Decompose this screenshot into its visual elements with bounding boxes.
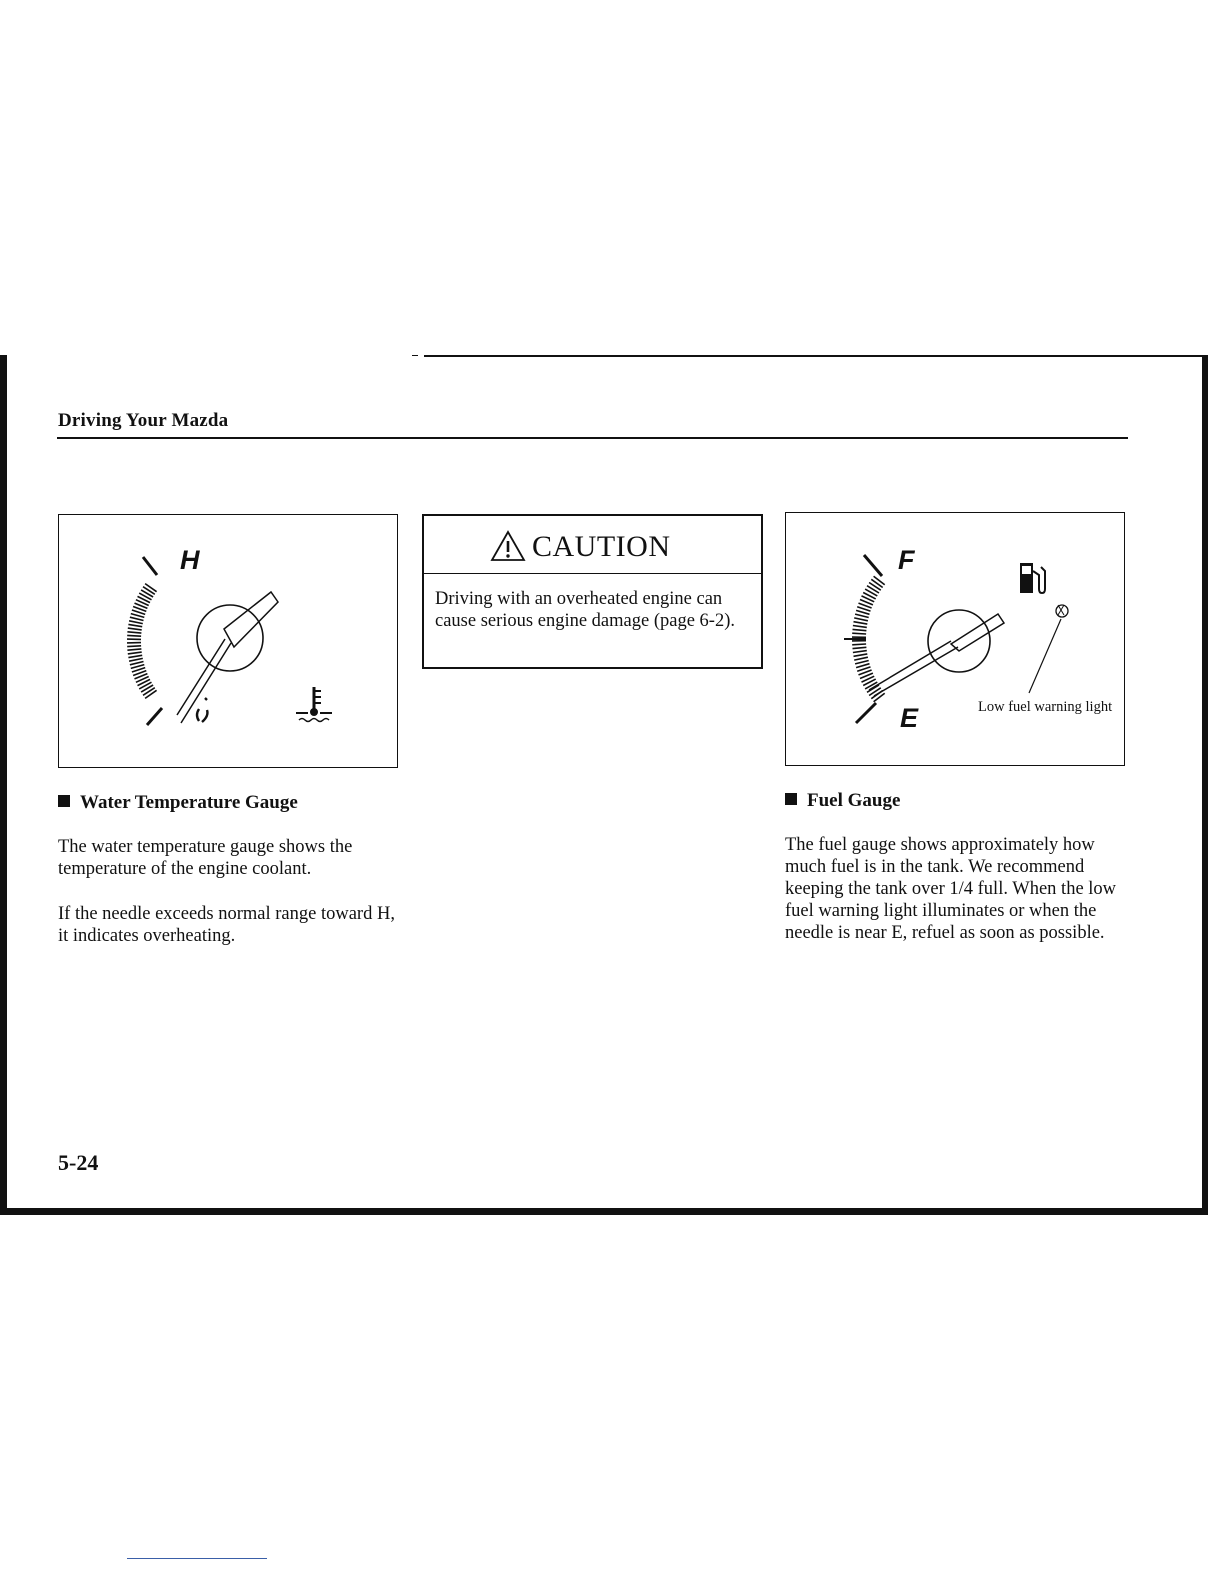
needle-tail <box>224 592 278 647</box>
water-temperature-heading <box>58 792 298 814</box>
gauge-tick <box>128 624 142 626</box>
hot-label: H <box>180 545 200 575</box>
warning-triangle-icon <box>490 530 526 562</box>
empty-mark <box>856 703 876 723</box>
gauge-tick <box>128 652 142 654</box>
gauge-tick <box>853 647 867 648</box>
gauge-tick <box>856 610 869 614</box>
running-header: Driving Your Mazda <box>58 410 229 431</box>
gauge-tick <box>127 646 141 647</box>
bottom-link-mark <box>127 1558 267 1559</box>
cold-glyph <box>197 698 207 722</box>
gauge-tick <box>854 618 868 621</box>
coolant-temperature-icon <box>296 687 332 722</box>
full-label: F <box>898 545 915 575</box>
caution-box <box>422 514 763 669</box>
gauge-tick <box>874 576 885 585</box>
cold-mark <box>147 708 162 725</box>
water-temperature-paragraph: The water temperature gauge shows the temperature of the engine coolant. <box>58 837 353 879</box>
gauge-tick <box>127 635 141 636</box>
water-temperature-gauge-figure <box>58 514 398 768</box>
page-frame-left <box>0 355 7 1215</box>
fuel-gauge-paragraph: The fuel gauge shows approximately how much fuel is in the tank. We recommend keeping the tank over 1/4 full. When the low fuel warning light illuminates or when the needle is near E, refuel as soon as possible. <box>785 835 1117 943</box>
gauge-tick <box>128 628 142 630</box>
caution-header <box>424 516 761 574</box>
gauge-tick <box>855 661 869 664</box>
needle-tail <box>951 614 1004 651</box>
gauge-tick <box>855 614 869 617</box>
square-bullet-icon <box>58 795 70 807</box>
gauge-tick <box>853 651 867 653</box>
callout-leader <box>1029 619 1061 693</box>
gauge-tick <box>130 617 144 620</box>
heading-text: Fuel Gauge <box>807 790 901 811</box>
fuel-gauge-heading <box>785 790 900 812</box>
gauge-tick <box>127 632 141 633</box>
water-gauge-drawing <box>59 515 397 767</box>
warning-light-rays <box>1058 605 1064 615</box>
gauge-tick <box>853 629 867 630</box>
page-frame-stub <box>412 355 418 356</box>
page-number: 5-24 <box>58 1150 99 1175</box>
gauge-tick <box>854 654 868 656</box>
gauge-tick <box>856 664 869 668</box>
gauge-tick <box>852 633 866 634</box>
square-bullet-icon <box>785 793 797 805</box>
gauge-tick <box>869 583 881 591</box>
gauge-tick <box>854 622 868 624</box>
gauge-tick <box>128 655 142 657</box>
gauge-tick <box>127 649 141 650</box>
water-temperature-paragraph: If the needle exceeds normal range toward H, it indicates overheating. <box>58 904 395 946</box>
gauge-tick <box>852 644 866 645</box>
gauge-tick <box>145 584 157 592</box>
empty-label: E <box>900 703 919 733</box>
gauge-tick <box>143 587 155 595</box>
gauge-tick <box>145 690 157 698</box>
fuel-gauge-figure <box>785 512 1125 766</box>
caution-text: Driving with an overheated engine can cause serious engine damage (page 6-2). <box>435 589 735 631</box>
fuel-pump-icon <box>1020 563 1045 593</box>
needle-pivot <box>197 605 263 671</box>
full-mark <box>864 555 882 576</box>
heading-text: Water Temperature Gauge <box>80 792 298 813</box>
low-fuel-callout: Low fuel warning light <box>978 699 1113 715</box>
gauge-tick <box>130 662 144 665</box>
header-rule <box>57 437 1128 439</box>
page-frame-bottom <box>0 1208 1208 1215</box>
gauge-tick <box>129 658 143 661</box>
fuel-gauge-drawing <box>786 513 1124 765</box>
caution-title: CAUTION <box>532 530 671 563</box>
needle-pivot <box>928 610 990 672</box>
gauge-tick <box>129 621 143 624</box>
gauge-tick <box>143 688 155 696</box>
needle-body <box>177 639 231 723</box>
gauge-tick <box>854 657 868 660</box>
gauge-tick <box>853 626 867 628</box>
hot-mark <box>143 557 157 575</box>
page-frame-right <box>1202 355 1208 1215</box>
page-frame-gap <box>0 354 424 358</box>
gauge-tick <box>871 579 882 587</box>
